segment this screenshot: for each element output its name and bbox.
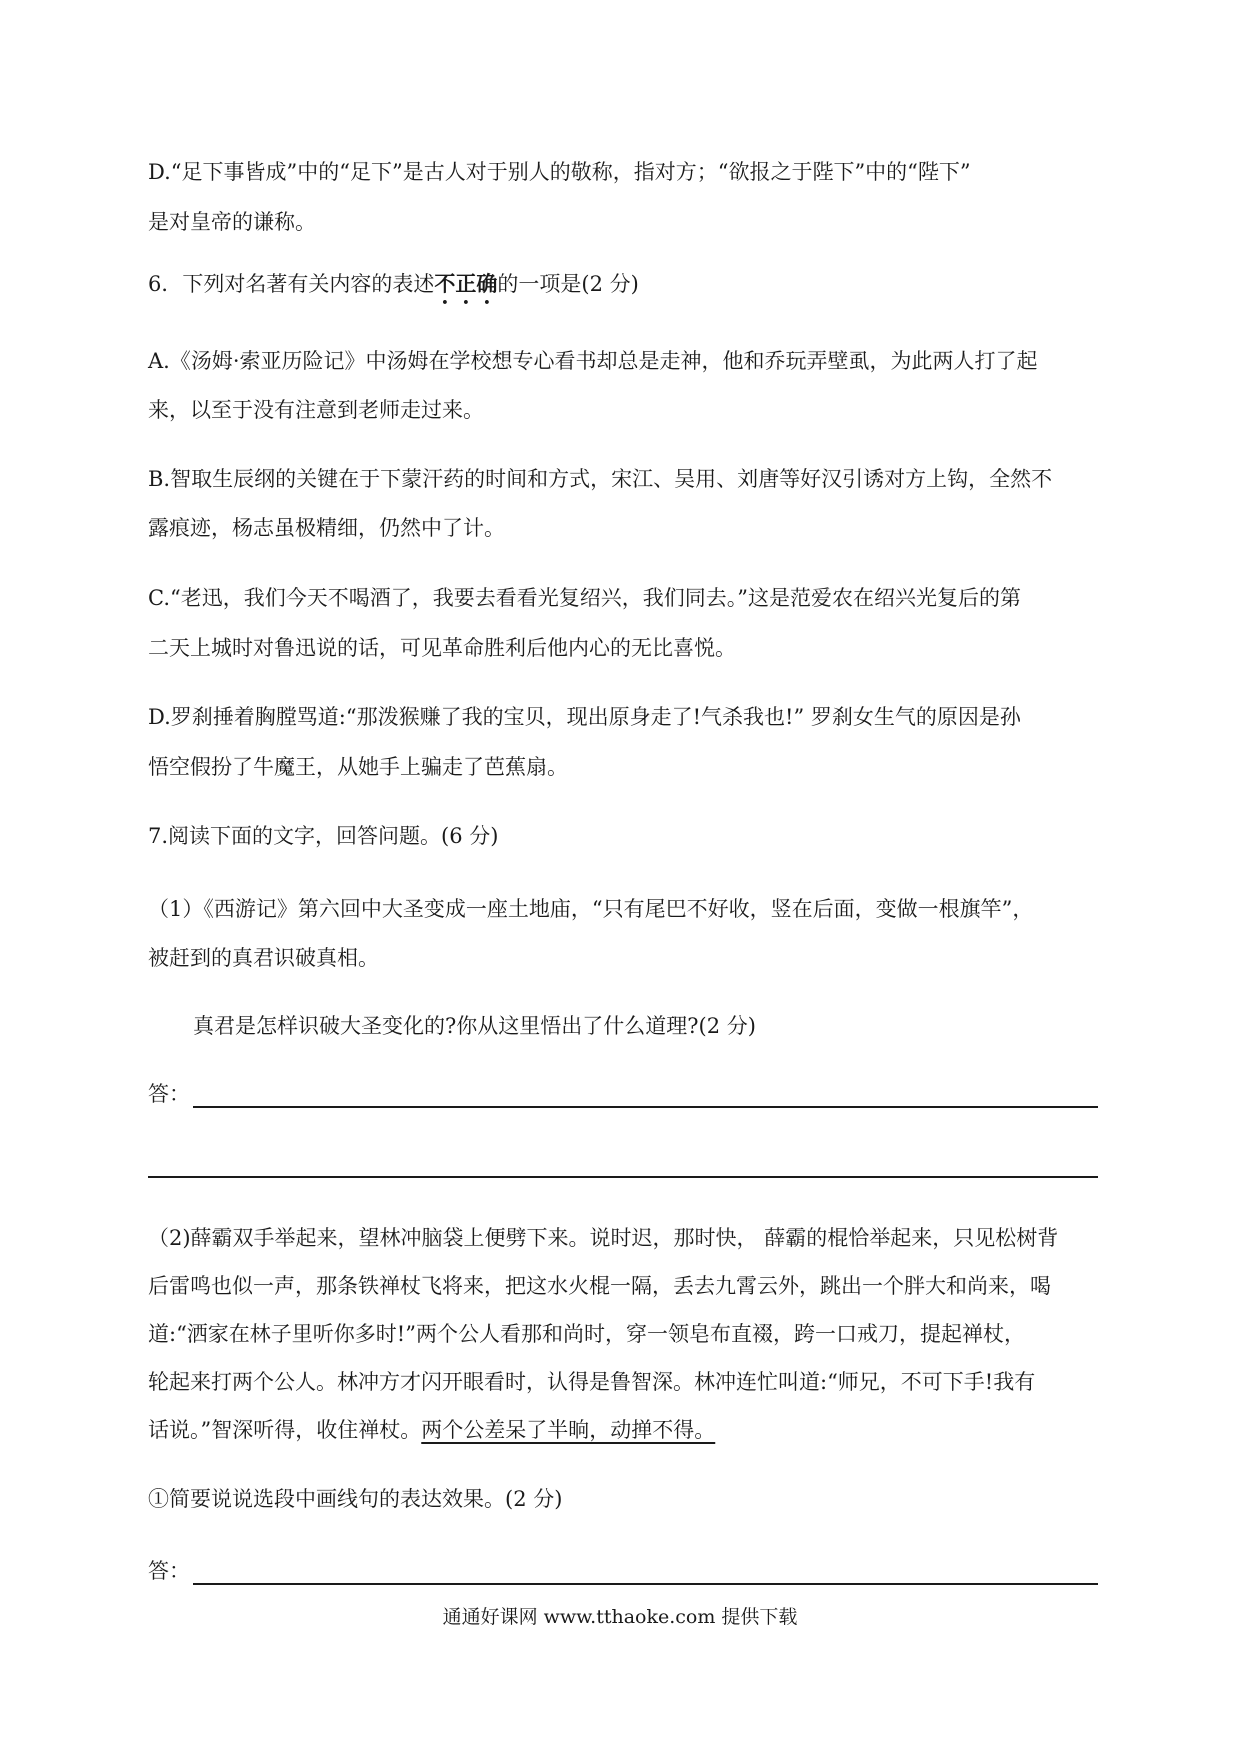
q7-part2-question: ①简要说说选段中画线句的表达效果。(2 分) [148, 1487, 563, 1511]
q7-part2-line1: （2)薛霸双手举起来，望林冲脑袋上便劈下来。说时迟，那时快， 薛霸的棍恰举起来，只见松树背 [148, 1226, 1059, 1250]
answer-line-1[interactable] [193, 1106, 1098, 1108]
q5-option-d-line1: D.“足下事皆成”中的“足下”是古人对于别人的敬称，指对方；“欲报之于陛下”中的“陛下” [148, 160, 971, 184]
q7-part2-line4: 轮起来打两个公人。林冲方才闪开眼看时，认得是鲁智深。林冲连忙叫道:“师兄，不可下手!我有 [148, 1370, 1036, 1394]
q7-part2-line5 [148, 1416, 1098, 1444]
answer-line-2[interactable] [148, 1176, 1098, 1178]
q6-option-d-line2: 悟空假扮了牛魔王，从她手上骗走了芭蕉扇。 [148, 755, 568, 779]
q6-option-d-line1: D.罗刹捶着胸膛骂道:“那泼猴赚了我的宝贝，现出原身走了!气杀我也!” 罗刹女生气的原因是孙 [148, 705, 1021, 729]
q6-option-c-line1: C.“老迅，我们今天不喝酒了，我要去看看光复绍兴，我们同去。”这是范爱农在绍兴光复后的第 [148, 586, 1021, 610]
q6-option-c-line2: 二天上城时对鲁迅说的话，可见革命胜利后他内心的无比喜悦。 [148, 636, 736, 660]
q6-option-b-line1: B.智取生辰纲的关键在于下蒙汗药的时间和方式，宋江、吴用、刘唐等好汉引诱对方上钩，全然不 [148, 467, 1053, 491]
q6-stem-after: 的一项是(2 分) [497, 272, 639, 296]
q6-stem-before: 6．下列对名著有关内容的表述 [148, 272, 435, 296]
q7-part1-line2: 被赶到的真君识破真相。 [148, 946, 379, 970]
q6-option-a-line2: 来，以至于没有注意到老师走过来。 [148, 398, 484, 422]
q6-stem-emphasis: 不正确 [434, 271, 498, 296]
q5-option-d-line2: 是对皇帝的谦称。 [148, 210, 316, 234]
q7-part1-line1: （1）《西游记》第六回中大圣变成一座土地庙，“只有尾巴不好收，竖在后面，变做一根旗竿”， [148, 897, 1034, 921]
q7-part1-question: 真君是怎样识破大圣变化的?你从这里悟出了什么道理?(2 分) [193, 1014, 756, 1038]
q6-stem [148, 270, 1098, 309]
q6-option-b-line2: 露痕迹，杨志虽极精细，仍然中了计。 [148, 516, 505, 540]
q7-part2-last-plain: 话说。”智深听得，收住禅杖。 [148, 1418, 422, 1442]
answer-label-2: 答： [148, 1559, 190, 1583]
page-footer: 通通好课网 www.tthaoke.com 提供下载 [442, 1606, 798, 1628]
q7-part2-line2: 后雷鸣也似一声，那条铁禅杖飞将来，把这水火棍一隔，丢去九霄云外，跳出一个胖大和尚来，喝 [148, 1274, 1051, 1298]
answer-line-3[interactable] [193, 1583, 1098, 1585]
q7-part2-line3: 道:“洒家在林子里听你多时!”两个公人看那和尚时，穿一领皂布直裰，跨一口戒刀，提起禅杖， [148, 1322, 1025, 1346]
q6-option-a-line1: A.《汤姆·索亚历险记》中汤姆在学校想专心看书却总是走神，他和乔玩弄壁虱，为此两人打了起 [148, 349, 1038, 373]
answer-label-1: 答： [148, 1082, 190, 1106]
q7-stem: 7.阅读下面的文字，回答问题。(6 分) [148, 824, 499, 848]
q7-part2-underlined-sentence: 两个公差呆了半晌，动掸不得。 [421, 1418, 716, 1442]
